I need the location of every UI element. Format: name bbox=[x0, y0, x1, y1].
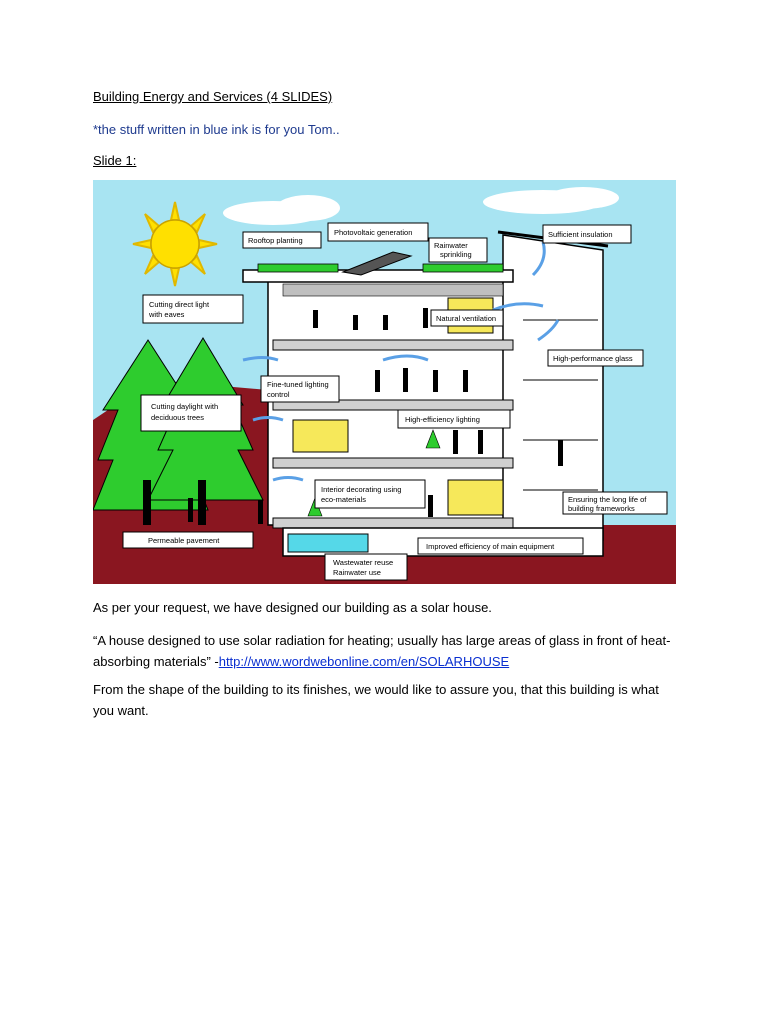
slide-label: Slide 1: bbox=[93, 153, 137, 168]
solar-building-diagram bbox=[93, 180, 676, 584]
label-cutting-direct-1: Cutting direct light bbox=[149, 300, 210, 309]
source-link[interactable]: http://www.wordwebonline.com/en/SOLARHOUSE bbox=[218, 654, 510, 669]
label-high-performance-glass: High-performance glass bbox=[553, 354, 633, 363]
label-sufficient-insulation: Sufficient insulation bbox=[548, 230, 613, 239]
label-photovoltaic: Photovoltaic generation bbox=[334, 228, 413, 237]
label-permeable-pavement: Permeable pavement bbox=[148, 536, 220, 545]
label-wastewater-2: Rainwater use bbox=[333, 568, 381, 577]
label-rooftop-planting: Rooftop planting bbox=[248, 236, 303, 245]
definition-quote: “A house designed to use solar radiation for heating; usually has large areas of glass in front of heat-absorbing materials” - bbox=[93, 633, 671, 669]
label-natural-ventilation: Natural ventilation bbox=[436, 314, 497, 323]
paragraph-definition bbox=[93, 630, 683, 672]
document-heading: Building Energy and Services (4 SLIDES) bbox=[93, 89, 333, 104]
label-cutting-daylight-2: deciduous trees bbox=[151, 413, 204, 422]
label-high-efficiency-lighting: High-efficiency lighting bbox=[405, 415, 480, 424]
label-fine-tuned-2: control bbox=[267, 390, 290, 399]
label-cutting-direct-2: with eaves bbox=[149, 310, 185, 319]
label-long-life-2: building frameworks bbox=[568, 504, 635, 513]
paragraph-solar-house: As per your request, we have designed our building as a solar house. bbox=[93, 600, 492, 615]
sun-icon bbox=[133, 202, 217, 286]
label-rainwater-2: sprinkling bbox=[440, 250, 472, 259]
label-fine-tuned-1: Fine-tuned lighting bbox=[267, 380, 329, 389]
label-long-life-1: Ensuring the long life of bbox=[568, 495, 647, 504]
paragraph-assurance: From the shape of the building to its finishes, we would like to assure you, that this building is what you want. bbox=[93, 682, 659, 718]
label-interior-2: eco-materials bbox=[321, 495, 367, 504]
label-rainwater-1: Rainwater bbox=[434, 241, 468, 250]
note-to-tom: *the stuff written in blue ink is for you Tom.. bbox=[93, 122, 340, 137]
label-cutting-daylight-1: Cutting daylight with bbox=[151, 402, 219, 411]
label-wastewater-1: Wastewater reuse bbox=[333, 558, 394, 567]
label-improved-efficiency: Improved efficiency of main equipment bbox=[426, 542, 555, 551]
label-interior-1: Interior decorating using bbox=[321, 485, 402, 494]
